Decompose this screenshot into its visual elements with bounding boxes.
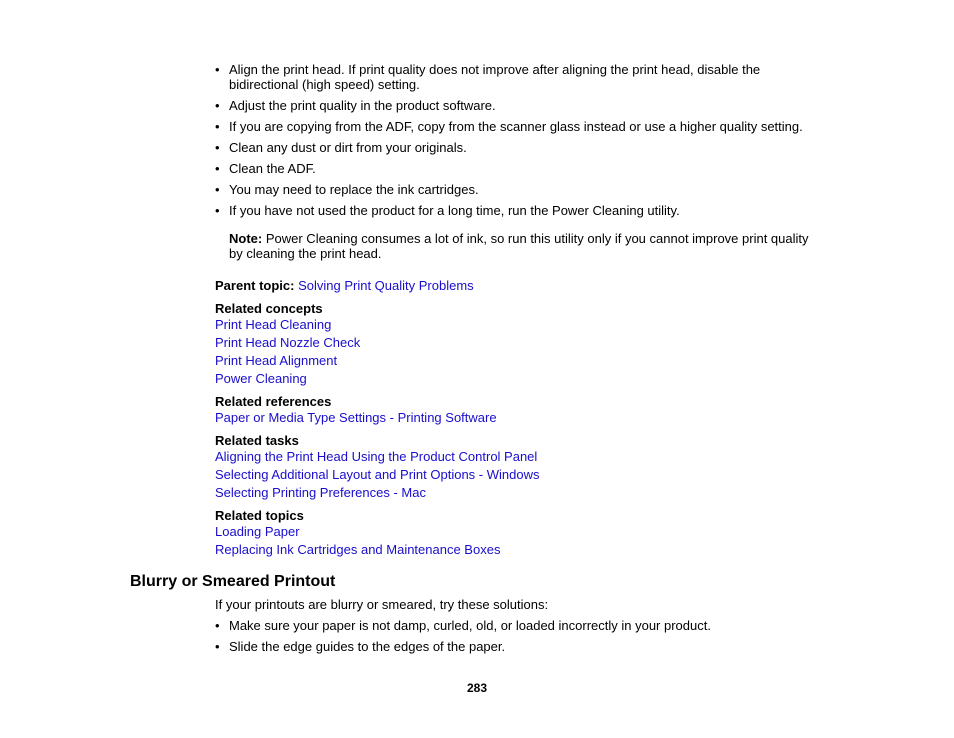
note-block — [229, 231, 820, 261]
link-aligning-print-head[interactable]: Aligning the Print Head Using the Product Control Panel — [215, 449, 538, 464]
related-topics-heading: Related topics — [215, 508, 304, 523]
list-item-text: If you are copying from the ADF, copy from the scanner glass instead or use a higher quality setting. — [229, 119, 803, 134]
related-references-heading: Related references — [215, 394, 332, 409]
list-item-text: Make sure your paper is not damp, curled, old, or loaded incorrectly in your product. — [229, 618, 711, 633]
section-intro: If your printouts are blurry or smeared, try these solutions: — [215, 597, 549, 612]
note-text: Power Cleaning consumes a lot of ink, so run this utility only if you cannot improve print quality by cleaning the print head. — [229, 231, 809, 261]
related-concepts-heading: Related concepts — [215, 301, 323, 316]
solutions-list — [215, 62, 820, 218]
bullet-icon: • — [215, 62, 220, 77]
list-item — [215, 639, 820, 654]
blurry-section — [215, 597, 820, 660]
bullet-icon: • — [215, 639, 220, 654]
list-item-text: If you have not used the product for a long time, run the Power Cleaning utility. — [229, 203, 680, 218]
bullet-icon: • — [215, 618, 220, 633]
link-print-head-nozzle-check[interactable]: Print Head Nozzle Check — [215, 335, 361, 350]
link-print-head-alignment[interactable]: Print Head Alignment — [215, 353, 338, 368]
link-printing-preferences-mac[interactable]: Selecting Printing Preferences - Mac — [215, 485, 426, 500]
list-item-text: Slide the edge guides to the edges of the paper. — [229, 639, 506, 654]
parent-topic — [215, 277, 820, 295]
list-item — [215, 140, 820, 155]
section-title: Blurry or Smeared Printout — [130, 573, 336, 590]
list-item — [215, 203, 820, 218]
bullet-icon: • — [215, 140, 220, 155]
list-item-text: You may need to replace the ink cartridges. — [229, 182, 479, 197]
note-label: Note: — [229, 231, 263, 246]
related-tasks-heading: Related tasks — [215, 433, 299, 448]
main-content — [215, 62, 820, 559]
list-item — [215, 182, 820, 197]
link-print-head-cleaning[interactable]: Print Head Cleaning — [215, 317, 332, 332]
bullet-icon: • — [215, 203, 220, 218]
list-item — [215, 119, 820, 134]
bullet-icon: • — [215, 98, 220, 113]
link-paper-media-type-settings[interactable]: Paper or Media Type Settings - Printing Software — [215, 410, 497, 425]
parent-topic-link[interactable]: Solving Print Quality Problems — [298, 278, 474, 293]
bullet-icon: • — [215, 119, 220, 134]
bullet-icon: • — [215, 161, 220, 176]
page-number: 283 — [466, 681, 488, 695]
link-power-cleaning[interactable]: Power Cleaning — [215, 371, 307, 386]
blurry-solutions-list — [215, 618, 820, 654]
list-item-text: Align the print head. If print quality does not improve after aligning the print head, disable the bidirectional (high speed) setting. — [229, 62, 761, 92]
bullet-icon: • — [215, 182, 220, 197]
link-loading-paper[interactable]: Loading Paper — [215, 524, 300, 539]
link-replacing-ink-cartridges[interactable]: Replacing Ink Cartridges and Maintenance Boxes — [215, 542, 501, 557]
list-item — [215, 618, 820, 633]
parent-topic-label: Parent topic: — [215, 278, 295, 293]
link-layout-options-windows[interactable]: Selecting Additional Layout and Print Options - Windows — [215, 467, 540, 482]
list-item — [215, 98, 820, 113]
list-item-text: Clean the ADF. — [229, 161, 316, 176]
list-item-text: Clean any dust or dirt from your originals. — [229, 140, 467, 155]
list-item — [215, 161, 820, 176]
list-item — [215, 62, 820, 92]
list-item-text: Adjust the print quality in the product software. — [229, 98, 496, 113]
